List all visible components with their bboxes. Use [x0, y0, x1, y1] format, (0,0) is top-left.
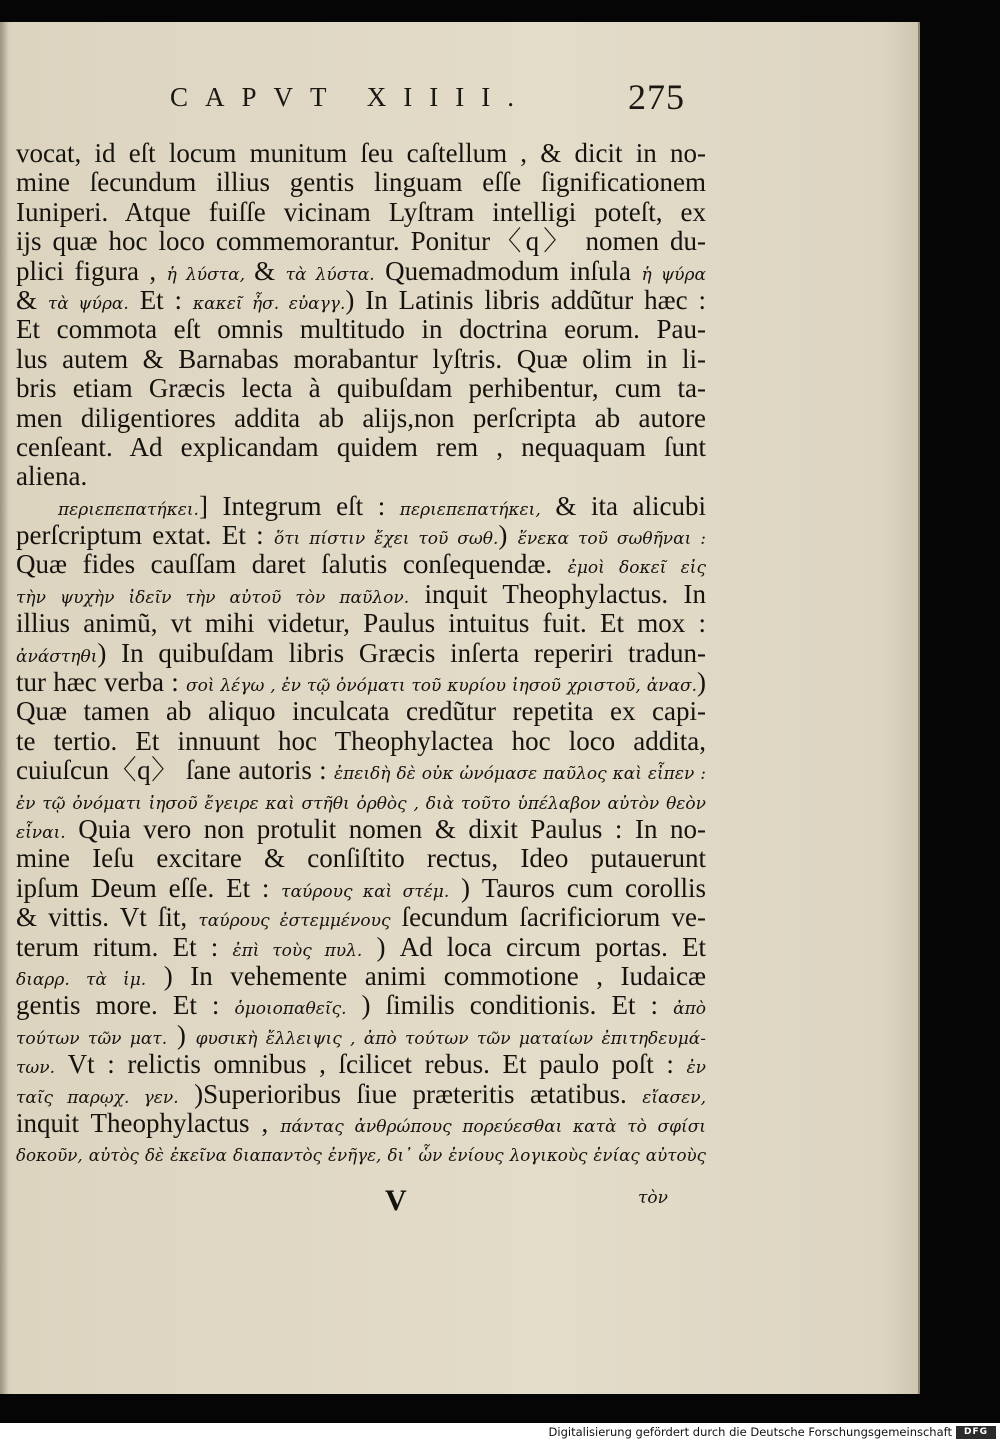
latin-text: ) In quibuſdam libris Græcis inſerta reperiri tradun-: [97, 637, 706, 668]
text-line: [16, 1109, 706, 1138]
greek-text: ἐμοὶ δοκεῖ εἰς: [567, 558, 706, 579]
scan-credit-bar: [0, 1423, 1000, 1443]
latin-text: gentis more. Et :: [16, 990, 235, 1021]
greek-text: ὅτι πίστιν ἔχει τοῦ σωθ.: [274, 529, 499, 550]
text-line: [16, 1080, 706, 1109]
latin-text: &: [16, 284, 48, 315]
greek-text: των.: [16, 1058, 56, 1079]
latin-text: bris etiam Græcis lecta à quibuſdam perhibentur, cum ta-: [16, 373, 706, 404]
greek-text: περιεπεπατήκει.: [58, 499, 199, 520]
latin-text: cuiuſcun〈q〉 ſane autoris :: [16, 755, 334, 786]
latin-text: plici figura ,: [16, 255, 167, 286]
greek-text: ἐπειδὴ δὲ οὐκ ὠνόμασε παῦλος καὶ εἶπεν :: [333, 764, 706, 785]
latin-text: Et commota eſt omnis multitudo in doctrina eorum. Pau-: [16, 314, 706, 345]
greek-text: δοκοῦν, αὐτὸς δὲ ἐκεῖνα διαπαντὸς ἐνῆγε, δι᾽ ὧν ἐνίους λογικοὺς ἐνίας αὐτοὺς: [16, 1146, 706, 1166]
latin-text: ): [167, 1019, 196, 1050]
greek-text: ἐν: [686, 1058, 706, 1079]
greek-text: ἀνάστηθι: [16, 646, 98, 667]
latin-text: mine ſecundum illius gentis linguam eſſe ſignificationem: [16, 167, 706, 198]
text-line: [16, 550, 706, 579]
greek-text: τὰ ψύρα.: [47, 293, 129, 314]
latin-text: Quæ tamen ab aliquo inculcata credũtur repetita ex capi-: [16, 696, 706, 727]
dfg-logo: DFG: [956, 1426, 996, 1439]
running-head: [0, 77, 918, 122]
greek-text: ἀπὸ: [673, 999, 707, 1020]
latin-text: ipſum Deum eſſe. Et :: [16, 872, 282, 903]
latin-text: tur hæc verba :: [16, 667, 186, 698]
latin-text: mine Ieſu excitare & conſiſtito rectus, Ideo putauerunt: [16, 843, 706, 874]
body-text: [16, 139, 706, 1168]
text-line: [16, 874, 706, 903]
latin-text: ) ſimilis conditionis. Et :: [346, 990, 674, 1021]
latin-text: ſecundum ſacrificiorum ve-: [390, 902, 706, 933]
greek-text: πάντας ἀνθρώπους πορεύεσθαι κατὰ τὸ σφίσι: [280, 1116, 706, 1137]
text-line: [16, 1021, 706, 1050]
text-line: [16, 286, 706, 315]
text-line: [16, 668, 706, 697]
latin-text: men diligentiores addita ab alijs,non perſcripta ab autore: [16, 402, 706, 433]
latin-text: inquit Theophylactus. In: [409, 578, 707, 609]
text-line: [16, 227, 706, 256]
latin-text: Quæ fides cauſſam daret ſalutis conſequendæ.: [16, 549, 568, 580]
greek-text: ἡ λύστα,: [166, 264, 255, 285]
greek-text: ταῖς παρῳχ. γεν.: [16, 1087, 179, 1108]
text-line: [16, 404, 706, 433]
text-line: [16, 257, 706, 286]
latin-text: Quemadmodum inſula: [374, 255, 642, 286]
page-number: 275: [628, 77, 685, 117]
catchword: τὸν: [638, 1188, 668, 1208]
greek-text: τὴν ψυχὴν ἰδεῖν τὴν αὐτοῦ τὸν παῦλον.: [16, 587, 410, 608]
greek-text: φυσικὴ ἔλλειψις , ἀπὸ τούτων τῶν ματαίων ἐπιτηδευμά-: [195, 1028, 706, 1049]
text-line: [16, 1138, 706, 1167]
greek-text: ἐπὶ τοὺς πυλ.: [232, 940, 363, 961]
text-line: [16, 756, 706, 785]
text-line: [16, 345, 706, 374]
greek-text: τὰ λύστα.: [285, 264, 375, 285]
latin-text: aliena.: [16, 461, 88, 492]
greek-text: ἐν τῷ ὀνόματι ἰησοῦ ἔγειρε καὶ στῆθι ὀρθὸς , διὰ τοῦτο ὑπέλαβον αὐτὸν θεὸν: [16, 793, 706, 814]
latin-text: ) In Latinis libris addũtur hæc :: [345, 284, 706, 315]
greek-text: ἕνεκα τοῦ σωθῆναι :: [517, 529, 706, 550]
book-page: [0, 22, 920, 1394]
text-line: [16, 609, 706, 638]
latin-text: te tertio. Et innuunt hoc Theophylactea hoc loco addita,: [16, 725, 706, 756]
signature-mark: V: [385, 1184, 407, 1217]
text-line: [16, 815, 706, 844]
latin-text: illius animũ, vt mihi videtur, Paulus intuitus fuit. Et mox :: [16, 608, 706, 639]
catchline: [0, 1184, 918, 1224]
latin-text: perſcriptum extat. Et :: [16, 520, 275, 551]
latin-text: ) In vehemente animi commotione , Iudaicæ: [146, 960, 706, 991]
latin-text: )Superioribus ſiue præteritis ætatibus.: [178, 1078, 643, 1109]
latin-text: Et :: [128, 284, 193, 315]
latin-text: ijs quæ hoc loco commemorantur. Ponitur〈q〉 nomen du-: [16, 226, 706, 257]
latin-text: inquit Theophylactus ,: [16, 1107, 281, 1138]
greek-text: σοὶ λέγω , ἐν τῷ ὀνόματι τοῦ κυρίου ἰησοῦ χριστοῦ, ἀνασ.: [185, 676, 698, 697]
text-line: [16, 462, 706, 491]
chapter-heading: CAPVT XIIII.: [170, 82, 531, 112]
text-line: [16, 198, 706, 227]
funding-credit: Digitalisierung gefördert durch die Deutsche Forschungsgemeinschaft: [548, 1425, 952, 1439]
text-line: [16, 697, 706, 726]
text-line: [16, 492, 706, 521]
text-line: [16, 727, 706, 756]
greek-text: ταύρους ἐστεμμένους: [198, 911, 391, 932]
text-line: [16, 903, 706, 932]
latin-text: vocat, id eſt locum munitum ſeu caſtellum , & dicit in no-: [16, 138, 706, 168]
text-line: [16, 433, 706, 462]
latin-text: cenſeant. Ad explicandam quidem rem , nequaquam ſunt: [16, 431, 706, 462]
latin-text: lus autem & Barnabas morabantur lyſtris. Quæ olim in li-: [16, 343, 706, 374]
latin-text: ) Tauros cum corollis: [449, 872, 706, 903]
text-line: [16, 962, 706, 991]
text-line: [16, 374, 706, 403]
latin-text: & vittis. Vt ſit,: [16, 902, 199, 933]
greek-text: κακεῖ ἦσ. εὐαγγ.: [192, 293, 346, 314]
text-line: [16, 139, 706, 168]
greek-text: εἶναι.: [16, 822, 66, 843]
greek-text: ταύρους καὶ στέμ.: [281, 881, 450, 902]
latin-text: ): [697, 667, 707, 698]
text-line: [16, 521, 706, 550]
greek-text: εἴασεν,: [642, 1087, 706, 1108]
text-line: [16, 786, 706, 815]
latin-text: & ita alicubi: [540, 490, 707, 521]
text-line: [16, 168, 706, 197]
greek-text: ἡ ψύρα: [641, 264, 706, 285]
text-line: [16, 315, 706, 344]
greek-text: διαρρ. τὰ ἱμ.: [16, 969, 147, 990]
latin-text: ) Ad loca circum portas. Et: [362, 931, 706, 962]
latin-text: ): [498, 520, 518, 551]
text-line: [16, 844, 706, 873]
latin-text: Quia vero non protulit nomen & dixit Paulus : In no-: [65, 813, 706, 844]
greek-text: τούτων τῶν ματ.: [16, 1028, 168, 1049]
greek-text: περιεπεπατήκει,: [399, 499, 541, 520]
text-line: [16, 991, 706, 1020]
text-line: [16, 639, 706, 668]
latin-text: Vt : relictis omnibus , ſcilicet rebus. Et paulo poſt :: [55, 1049, 687, 1080]
text-line: [16, 1050, 706, 1079]
latin-text: Iuniperi. Atque fuiſſe vicinam Lyſtram intelligi poteſt, ex: [16, 196, 706, 227]
latin-text: &: [254, 255, 286, 286]
latin-text: ] Integrum eſt :: [198, 490, 400, 521]
latin-text: terum ritum. Et :: [16, 931, 233, 962]
greek-text: ὁμοιοπαθεῖς.: [234, 999, 347, 1020]
text-line: [16, 580, 706, 609]
text-line: [16, 933, 706, 962]
